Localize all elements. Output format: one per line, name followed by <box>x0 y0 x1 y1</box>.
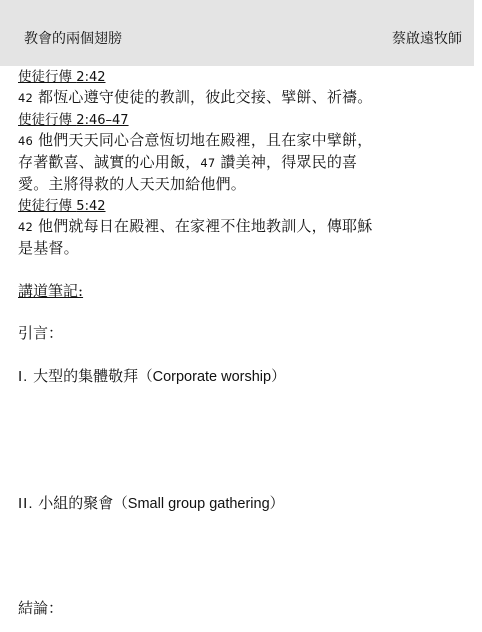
scripture-passages <box>18 66 470 259</box>
verse-segment: 是基督。 <box>18 239 79 257</box>
verse-segment: 讚美神，得眾民的喜 <box>215 153 358 171</box>
document-header <box>0 0 474 66</box>
verse-number: 42 <box>18 220 34 234</box>
reference-book: 使徒行傳 <box>18 112 77 128</box>
verse-text <box>18 216 470 259</box>
point-chinese-title: 小組的聚會 <box>33 494 114 512</box>
point-two <box>18 493 284 514</box>
verse-segment: 都恆心遵守使徒的教訓，彼此交接、擘餅、祈禱。 <box>33 88 373 106</box>
conclusion-label: 結論： <box>18 599 64 617</box>
pastor-name: 蔡啟遠牧師 <box>392 31 462 47</box>
reference-book: 使徒行傳 <box>18 198 77 214</box>
scripture-reference <box>18 111 129 130</box>
verse-line <box>18 152 470 174</box>
verse-number: 47 <box>200 156 216 170</box>
introduction-label: 引言： <box>18 324 64 342</box>
verse-segment: 他們天天同心合意恆切地在殿裡，且在家中擘餅， <box>33 131 373 149</box>
sermon-title: 教會的兩個翅膀 <box>24 31 122 47</box>
point-chinese-title: 大型的集體敬拜 <box>28 367 139 385</box>
point-numeral: II. <box>18 495 34 512</box>
verse-segment: 存著歡喜、誠實的心用飯， <box>18 153 201 171</box>
verse-number: 42 <box>18 91 34 105</box>
verse-line <box>18 130 470 152</box>
scripture-reference <box>18 197 106 216</box>
verse-line <box>18 238 470 259</box>
verse-line <box>18 174 470 195</box>
reference-book: 使徒行傳 <box>18 69 77 85</box>
reference-range: 2:42 <box>76 70 106 85</box>
scripture-reference <box>18 68 106 87</box>
verse-segment: 他們就每日在殿裡、在家裡不住地教訓人，傳耶穌 <box>33 217 373 235</box>
point-english-title: （Small group gathering） <box>113 496 285 512</box>
verse-text <box>18 87 470 109</box>
point-english-title: （Corporate worship） <box>138 369 286 385</box>
reference-range: 2:46–47 <box>76 113 129 128</box>
verse-line <box>18 87 470 109</box>
verse-number: 46 <box>18 134 34 148</box>
reference-range: 5:42 <box>76 199 106 214</box>
verse-segment: 愛。主將得救的人天天加給他們。 <box>18 175 247 193</box>
sermon-notes-heading: 講道筆記: <box>18 282 84 300</box>
verse-text <box>18 130 470 195</box>
verse-line <box>18 216 470 238</box>
point-one <box>18 366 286 387</box>
point-numeral: I. <box>18 368 29 385</box>
